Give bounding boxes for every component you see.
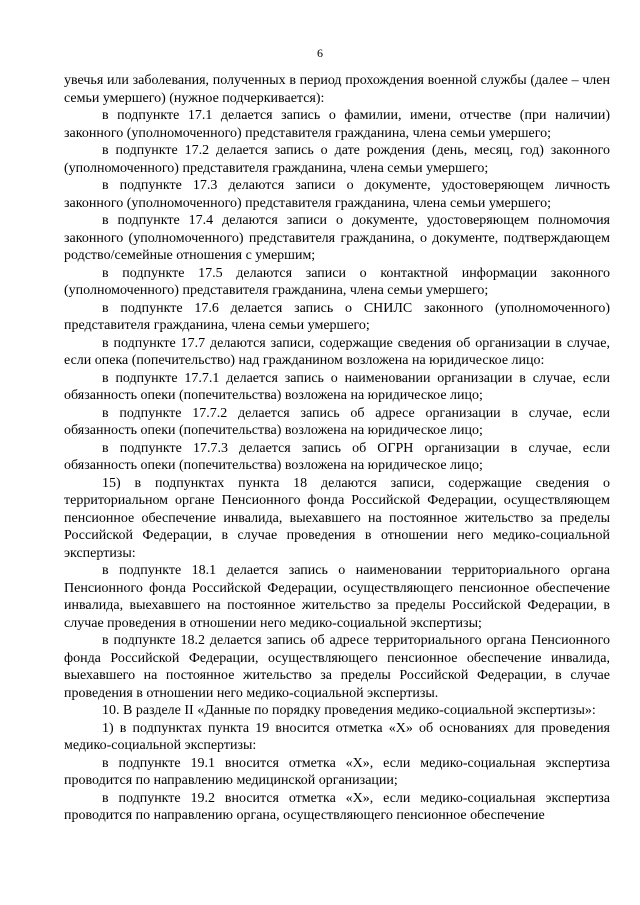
paragraph: в подпункте 17.4 делаются записи о документе, удостоверяющем полномочия законного (уполномоченного) представителя гражданина, о документе, подтверждающем родство/семейные отношения с умершим; bbox=[64, 213, 610, 263]
paragraph: в подпункте 17.2 делается запись о дате рождения (день, месяц, год) законного (уполномоченного) представителя гражданина, члена семьи умершего; bbox=[64, 143, 610, 176]
paragraph: в подпункте 17.7.2 делается запись об адресе организации в случае, если обязанность опеки (попечительства) возложена на юридическое лицо; bbox=[64, 405, 610, 438]
paragraph: в подпункте 17.1 делается запись о фамилии, имени, отчестве (при наличии) законного (уполномоченного) представителя гражданина, члена семьи умершего; bbox=[64, 108, 610, 141]
paragraph: в подпункте 19.2 вносится отметка «X», если медико-социальная экспертиза проводится по направлению органа, осуществляющего пенсионное обеспечение bbox=[64, 790, 610, 823]
paragraph: в подпункте 17.7.3 делается запись об ОГРН организации в случае, если обязанность опеки (попечительства) возложена на юридическое лицо; bbox=[64, 440, 610, 473]
paragraph: 15) в подпунктах пункта 18 делаются записи, содержащие сведения о территориальном органе Пенсионного фонда Российской Федерации, осуществляющем пенсионное обеспечение инвалида, выехавшего на постоянное жительство за пределы Российской Федерации, в случае проведения в отношении него медико-социальной экспертизы: bbox=[64, 475, 610, 561]
paragraph: увечья или заболевания, полученных в период прохождения военной службы (далее – член семьи умершего) (нужное подчеркивается): bbox=[64, 73, 610, 106]
page-number: 6 bbox=[317, 46, 323, 60]
paragraph: в подпункте 18.1 делается запись о наименовании территориального органа Пенсионного фонда Российской Федерации, осуществляющего пенсионное обеспечение инвалида, выехавшего на постоянное жительство за пределы Российской Федерации, в случае проведения в отношении него медико-социальной экспертизы; bbox=[64, 563, 610, 631]
document-body bbox=[64, 72, 610, 825]
paragraph: в подпункте 17.3 делаются записи о документе, удостоверяющем личность законного (уполномоченного) представителя гражданина, члена семьи умершего; bbox=[64, 178, 610, 211]
paragraph: в подпункте 19.1 вносится отметка «X», если медико-социальная экспертиза проводится по направлению медицинской организации; bbox=[64, 755, 610, 788]
paragraph: в подпункте 18.2 делается запись об адресе территориального органа Пенсионного фонда Российской Федерации, осуществляющего пенсионное обеспечение инвалида, выехавшего на постоянное жительство за пределы Российской Федерации, в случае проведения в отношении него медико-социальной экспертизы. bbox=[64, 633, 610, 701]
paragraph: в подпункте 17.7.1 делается запись о наименовании организации в случае, если обязанность опеки (попечительства) возложена на юридическое лицо; bbox=[64, 370, 610, 403]
paragraph: в подпункте 17.5 делаются записи о контактной информации законного (уполномоченного) представителя гражданина, члена семьи умершего; bbox=[64, 265, 610, 298]
paragraph: в подпункте 17.7 делаются записи, содержащие сведения об организации в случае, если опека (попечительство) над гражданином возложена на юридическое лицо: bbox=[64, 335, 610, 368]
paragraph: 1) в подпунктах пункта 19 вносится отметка «X» об основаниях для проведения медико-социальной экспертизы: bbox=[64, 720, 610, 753]
paragraph: в подпункте 17.6 делается запись о СНИЛС законного (уполномоченного) представителя гражданина, члена семьи умершего; bbox=[64, 300, 610, 333]
paragraph: 10. В разделе II «Данные по порядку проведения медико-социальной экспертизы»: bbox=[102, 703, 596, 718]
